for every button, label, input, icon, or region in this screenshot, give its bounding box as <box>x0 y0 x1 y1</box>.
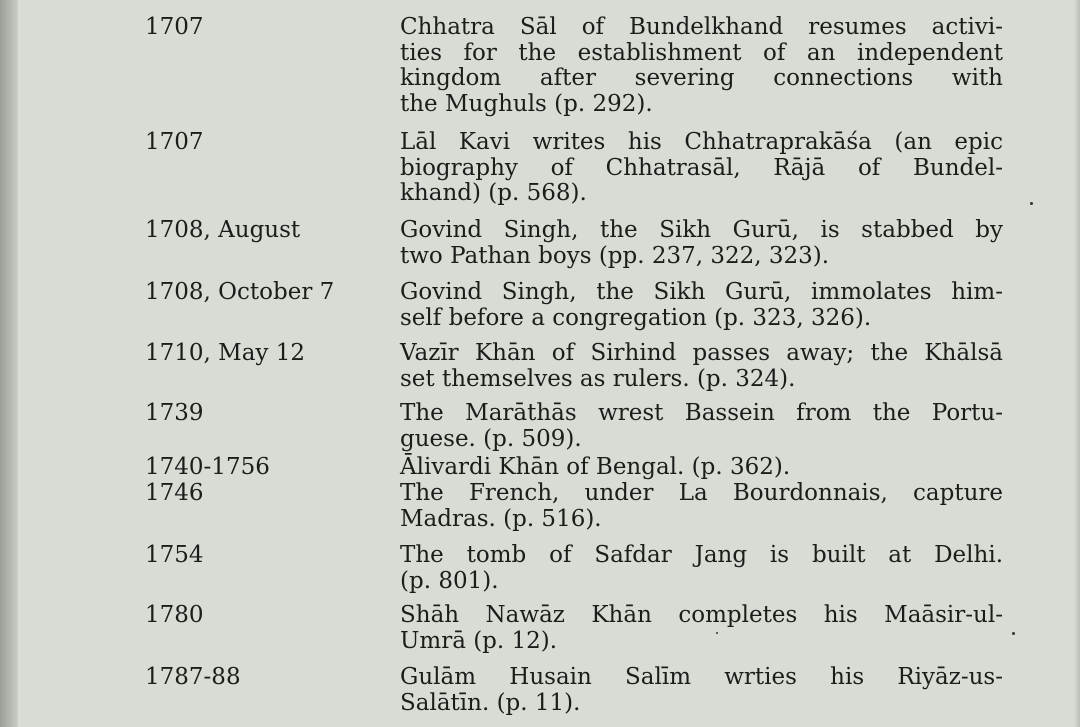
description-line: self before a congregation (p. 323, 326). <box>400 304 872 331</box>
description-line: Chhatra Sāl of Bundelkhand resumes activi- <box>400 14 1003 40</box>
description-line: two Pathan boys (pp. 237, 322, 323). <box>400 242 830 269</box>
entry-date: 1787-88 <box>145 664 241 690</box>
description-line: Govind Singh, the Sikh Gurū, is stabbed by <box>400 217 1003 243</box>
print-speck <box>1012 632 1015 635</box>
description-line: guese. (p. 509). <box>400 425 582 452</box>
entry-description <box>400 401 1003 452</box>
entry-description <box>400 15 1003 117</box>
description-line: Lāl Kavi writes his Chhatraprakāśa (an epic <box>400 129 1003 155</box>
entry-description <box>400 481 1003 532</box>
description-line: The Marāthās wrest Bassein from the Portu- <box>400 400 1003 426</box>
entry-date: 1780 <box>145 602 204 628</box>
entry-description <box>400 665 1003 716</box>
entry-description <box>400 341 1003 392</box>
description-line: (p. 801). <box>400 567 499 594</box>
entry-date: 1707 <box>145 129 204 155</box>
entry-date: 1708, October 7 <box>145 279 335 305</box>
description-line: Madras. (p. 516). <box>400 505 602 532</box>
entry-date: 1739 <box>145 400 204 426</box>
description-line: Salātīn. (p. 11). <box>400 689 581 716</box>
entry-date: 1710, May 12 <box>145 340 305 366</box>
print-speck <box>1030 202 1033 205</box>
description-line: Vazīr Khān of Sirhind passes away; the Khālsā <box>400 340 1003 366</box>
entry-description <box>400 455 1003 481</box>
description-line: ties for the establishment of an independent <box>400 39 1003 66</box>
entry-date: 1740-1756 <box>145 454 270 480</box>
entry-description <box>400 543 1003 594</box>
description-line: set themselves as rulers. (p. 324). <box>400 365 796 392</box>
entry-date: 1746 <box>145 480 204 506</box>
description-line: Govind Singh, the Sikh Gurū, immolates him- <box>400 279 1003 305</box>
description-line: Ālivardi Khān of Bengal. (p. 362). <box>400 454 791 480</box>
entry-description <box>400 603 1003 654</box>
entry-date: 1754 <box>145 542 204 568</box>
description-line: biography of Chhatrasāl, Rājā of Bundel- <box>400 154 1003 181</box>
description-line: Umrā (p. 12). <box>400 627 558 654</box>
entry-description <box>400 280 1003 331</box>
entry-date: 1708, August <box>145 217 301 243</box>
description-line: The French, under La Bourdonnais, capture <box>400 480 1003 506</box>
description-line: The tomb of Safdar Jang is built at Delhi. <box>400 542 1003 568</box>
entry-description <box>400 130 1003 207</box>
print-speck <box>716 632 718 634</box>
description-line: kingdom after severing connections with <box>400 65 1003 92</box>
description-line: the Mughuls (p. 292). <box>400 90 653 117</box>
description-line: khand) (p. 568). <box>400 180 587 207</box>
entry-description <box>400 218 1003 269</box>
description-line: Shāh Nawāz Khān completes his Maāsir-ul- <box>400 602 1003 628</box>
description-line: Gulām Husain Salīm wrties his Riyāz-us- <box>400 664 1003 690</box>
entry-date: 1707 <box>145 14 204 40</box>
